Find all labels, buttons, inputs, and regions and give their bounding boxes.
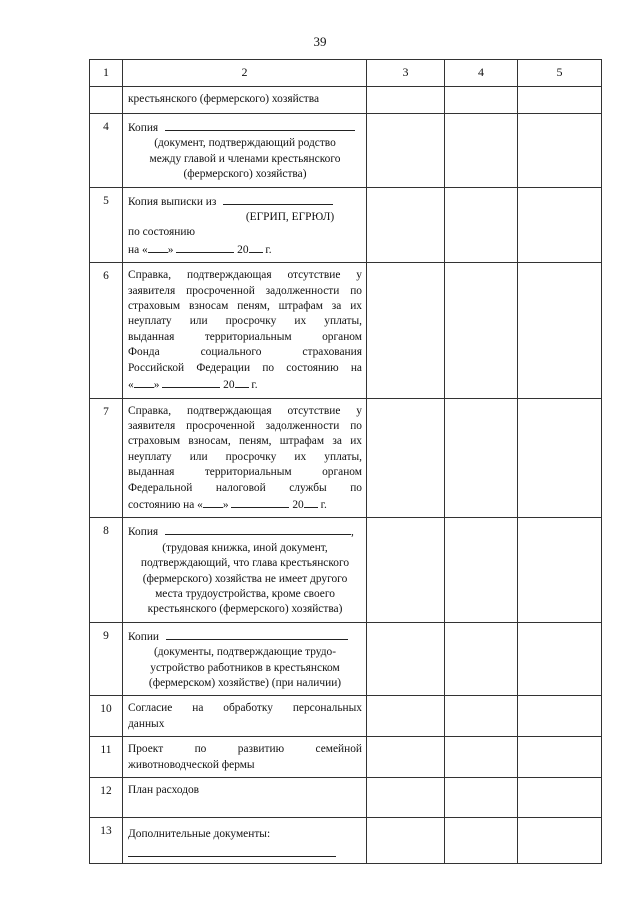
row-number: 12 — [90, 778, 123, 818]
row-text: Копия — [128, 526, 159, 539]
row-text: , — [351, 526, 354, 539]
row-text: животноводческой фермы — [128, 758, 255, 771]
row-text: неуплату или просрочку их уплаты, — [128, 450, 362, 463]
row-number: 4 — [90, 114, 123, 188]
date-line — [128, 496, 362, 513]
row-description — [123, 263, 367, 398]
cell-col3 — [367, 187, 445, 263]
date-text: на « — [128, 243, 148, 256]
row-description — [123, 114, 367, 188]
cell-col3 — [367, 696, 445, 737]
row-text: выданная территориальным органом — [128, 466, 362, 479]
table-row — [90, 622, 602, 696]
date-text: 20 — [223, 379, 235, 392]
cell-col5 — [518, 114, 602, 188]
cell-col5 — [518, 737, 602, 778]
row-text: устройство работников в крестьянском — [150, 661, 340, 674]
header-cell-1: 1 — [90, 60, 123, 87]
row-text: выданная территориальным органом — [128, 330, 362, 343]
cell-col4 — [445, 622, 518, 696]
row-text: заявителя просроченной задолженности по — [128, 284, 362, 297]
row-text: Копия выписки из — [128, 195, 217, 208]
date-text: 20 — [292, 498, 304, 511]
row-text: между главой и членами крестьянского — [149, 152, 341, 165]
cell-col5 — [518, 778, 602, 818]
row-description — [123, 818, 367, 864]
cell-col4 — [445, 87, 518, 114]
cell-col4 — [445, 737, 518, 778]
header-cell-4: 4 — [445, 60, 518, 87]
row-number: 10 — [90, 696, 123, 737]
table-row — [90, 818, 602, 864]
cell-col4 — [445, 818, 518, 864]
cell-col5 — [518, 398, 602, 518]
cell-col3 — [367, 398, 445, 518]
cell-col3 — [367, 737, 445, 778]
row-number: 5 — [90, 187, 123, 263]
cell-col3 — [367, 114, 445, 188]
row-text: неуплату или просрочку их уплаты, — [128, 315, 362, 328]
table-row — [90, 398, 602, 518]
cell-col3 — [367, 778, 445, 818]
cell-col3 — [367, 818, 445, 864]
row-number: 7 — [90, 398, 123, 518]
row-text: страховым взносам пеням, штрафам за их — [128, 300, 362, 313]
row-description — [123, 622, 367, 696]
cell-col5 — [518, 187, 602, 263]
cell-col4 — [445, 518, 518, 622]
cell-col3 — [367, 87, 445, 114]
cell-col5 — [518, 518, 602, 622]
row-text: места трудоустройства, кроме своего — [155, 587, 335, 600]
table-row — [90, 778, 602, 818]
date-text: г. — [320, 498, 327, 511]
row-text: Российской Федерации по состоянию на — [128, 361, 362, 374]
cell-col5 — [518, 263, 602, 398]
row-text: крестьянского (фермерского) хозяйства — [128, 93, 320, 105]
row-text: Согласие на обработку персональных — [128, 702, 362, 715]
row-text: подтверждающий, что глава крестьянского — [140, 557, 350, 570]
date-line — [128, 376, 362, 393]
cell-col3 — [367, 263, 445, 398]
cell-col4 — [445, 114, 518, 188]
fill-in-blank — [249, 241, 263, 253]
row-number: 6 — [90, 263, 123, 398]
row-description — [123, 778, 367, 818]
cell-col5 — [518, 818, 602, 864]
row-description — [123, 737, 367, 778]
row-text: Справка, подтверждающая отсутствие у — [128, 404, 362, 417]
row-text: (ЕГРИП, ЕГРЮЛ) — [245, 211, 335, 224]
row-description — [123, 87, 367, 114]
date-line — [128, 241, 362, 258]
cell-col5 — [518, 622, 602, 696]
row-text: План расходов — [128, 784, 200, 797]
row-number: 9 — [90, 622, 123, 696]
table-header-row — [90, 60, 602, 87]
row-number: 11 — [90, 737, 123, 778]
cell-col4 — [445, 778, 518, 818]
fill-in-blank — [128, 856, 336, 857]
row-description — [123, 696, 367, 737]
fill-in-blank — [134, 376, 154, 388]
row-description — [123, 398, 367, 518]
header-cell-2: 2 — [123, 60, 367, 87]
table-row — [90, 737, 602, 778]
table-row — [90, 518, 602, 622]
row-text: Копия — [128, 122, 159, 134]
fill-in-blank — [166, 628, 348, 640]
header-cell-5: 5 — [518, 60, 602, 87]
row-text: заявителя просроченной задолженности по — [128, 419, 362, 432]
table-row — [90, 187, 602, 263]
cell-col4 — [445, 263, 518, 398]
table-row — [90, 696, 602, 737]
cell-col4 — [445, 187, 518, 263]
row-number: 13 — [90, 818, 123, 864]
fill-in-blank — [203, 496, 223, 508]
row-text: (трудовая книжка, иной документ, — [162, 541, 328, 554]
fill-in-blank — [235, 376, 249, 388]
row-text: Копии — [128, 630, 160, 643]
row-text: (фермерского) хозяйства) — [183, 168, 307, 181]
cell-col5 — [518, 87, 602, 114]
page-number: 39 — [313, 34, 327, 49]
row-text: Дополнительные документы: — [128, 828, 271, 841]
row-text: (документ, подтверждающий родство — [154, 137, 336, 150]
cell-col5 — [518, 696, 602, 737]
row-text: страховым взносам, пеням, штрафам за их — [128, 435, 362, 448]
row-text: Фонда социального страхования — [128, 346, 362, 359]
row-text: по состоянию — [128, 226, 195, 239]
fill-in-blank — [304, 496, 318, 508]
fill-in-blank — [223, 193, 333, 205]
fill-in-blank — [165, 523, 351, 535]
table-row — [90, 87, 602, 114]
row-text: (документы, подтверждающие трудо- — [153, 646, 337, 659]
fill-in-blank — [162, 376, 220, 388]
row-description — [123, 518, 367, 622]
documents-table — [89, 59, 602, 864]
date-text: 20 — [237, 243, 249, 256]
cell-col4 — [445, 398, 518, 518]
date-text: г. — [265, 243, 272, 256]
date-text: г. — [251, 379, 258, 392]
fill-in-blank — [231, 496, 289, 508]
date-text: » — [222, 498, 229, 511]
header-cell-3: 3 — [367, 60, 445, 87]
row-number — [90, 87, 123, 114]
row-text: Справка, подтверждающая отсутствие у — [128, 269, 362, 282]
row-text: (фермерского) хозяйства не имеет другого — [142, 572, 348, 585]
row-text: Проект по развитию семейной — [128, 743, 362, 756]
fill-in-blank — [165, 119, 355, 131]
cell-col4 — [445, 696, 518, 737]
row-text: (фермерском) хозяйстве) (при наличии) — [148, 677, 342, 689]
date-text: « — [128, 379, 134, 392]
row-text: данных — [128, 717, 165, 730]
table-row — [90, 263, 602, 398]
date-text: » — [153, 379, 160, 392]
row-number: 8 — [90, 518, 123, 622]
row-description — [123, 187, 367, 263]
row-text: крестьянского (фермерского) хозяйства) — [147, 603, 343, 616]
fill-in-blank — [148, 241, 168, 253]
date-text: состоянию на « — [128, 498, 203, 511]
date-text: » — [167, 243, 174, 256]
table-row — [90, 114, 602, 188]
row-text: Федеральной налоговой службы по — [128, 481, 362, 494]
cell-col3 — [367, 518, 445, 622]
cell-col3 — [367, 622, 445, 696]
fill-in-blank — [176, 241, 234, 253]
